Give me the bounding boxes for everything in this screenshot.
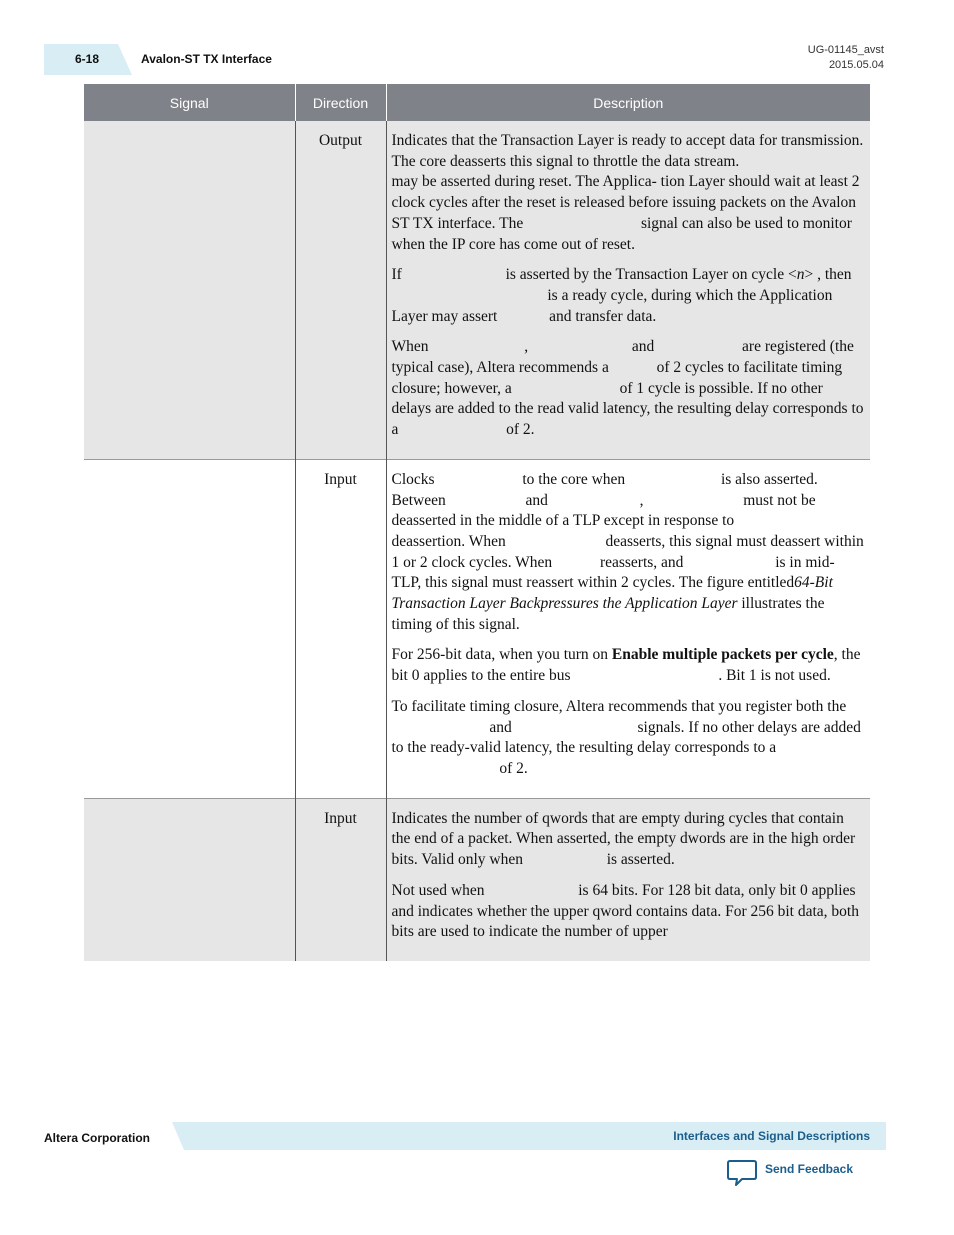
description-paragraph (392, 131, 865, 255)
section-title: Avalon-ST TX Interface (141, 52, 272, 66)
description-paragraph (392, 645, 865, 686)
text-run: of 2. (506, 421, 535, 439)
text-run: are registered (the typical case), Altera recommends a (391, 338, 854, 377)
direction-cell: Input (295, 798, 386, 961)
table-row (84, 798, 870, 961)
doc-date: 2015.05.04 (828, 59, 884, 71)
text-run: Clocks (391, 470, 435, 488)
description-paragraph (392, 881, 865, 943)
text-run: For 256-bit data, when you turn on (391, 646, 609, 664)
description-paragraph (392, 697, 865, 780)
text-run: < (787, 266, 797, 284)
text-run: is 64 bits. For 128 bit data, only bit 0 applies and indicates whether the upper qword contains data. For 256 bit data, both bits are used to indicate the number of upper (391, 881, 859, 941)
text-run: , the bit 0 applies to the entire bus (391, 646, 861, 685)
description-paragraph (392, 265, 865, 327)
text-run: Indicates that the Transaction Layer is ready to accept data for transmission. The core deasserts this signal to throttle the data stream. (391, 132, 864, 170)
description-paragraph (392, 337, 865, 441)
text-run: , (639, 491, 644, 509)
column-header-description: Description (386, 84, 870, 121)
description-paragraph (392, 809, 865, 871)
text-run: and transfer data. (549, 307, 657, 325)
text-run: and (489, 718, 512, 736)
page-number: 6-18 (75, 52, 100, 66)
description-cell (386, 121, 870, 459)
text-run: If (391, 266, 402, 284)
footer-band (172, 1122, 886, 1150)
text-run: is asserted. (606, 851, 675, 869)
text-run: When (391, 338, 429, 356)
text-run: must not be deasserted in the middle of a TLP except in response to (391, 491, 816, 530)
text-run: is asserted by the Transaction Layer on cycle (505, 266, 785, 284)
text-run: signal can also be used to monitor when the IP core has come out of reset. (391, 214, 852, 253)
table-row (84, 121, 870, 459)
text-run: of 1 cycle is possible. If no other delays are added to the read valid latency, the resulting delay corresponds to a (391, 379, 864, 439)
text-run: and (525, 491, 548, 509)
text-run: and (631, 338, 655, 356)
text-run: > , then (804, 266, 852, 284)
table-header-row (84, 84, 870, 121)
text-run: of 2 cycles to facilitate timing closure; however, a (391, 359, 843, 397)
description-cell (386, 459, 870, 798)
text-run: Indicates the number of qwords that are empty during cycles that contain the end of a packet. When asserted, the empty dwords are in the high order bits. Valid only when (391, 809, 856, 869)
text-run-italic: 64-Bit Transaction Layer Backpressures the Application Layer (391, 574, 833, 613)
direction-cell: Output (295, 121, 386, 459)
signal-table (84, 84, 870, 961)
company-name: Altera Corporation (44, 1131, 151, 1145)
direction-cell: Input (295, 459, 386, 798)
description-cell (386, 798, 870, 961)
text-run: , (524, 338, 529, 356)
text-run: illustrates the timing of this signal. (391, 595, 825, 633)
text-run: deasserts, this signal must deassert within 1 or 2 clock cycles. When (391, 532, 864, 571)
text-run: is in mid-TLP, this signal must reassert within 2 cycles. The figure entitled (391, 553, 835, 592)
send-feedback-label[interactable]: Send Feedback (765, 1162, 854, 1176)
speech-bubble-icon (727, 1159, 757, 1187)
document-id (808, 43, 884, 73)
text-run: signals. If no other delays are added to the ready-valid latency, the resulting delay corresponds to a (391, 718, 861, 757)
signal-cell (84, 459, 295, 798)
signal-cell (84, 798, 295, 961)
text-run: To facilitate timing closure, Altera recommends that you register both the (391, 697, 847, 715)
doc-id-text: UG-01145_avst (807, 44, 884, 56)
table-row (84, 459, 870, 798)
text-run: is a ready cycle, during which the Application Layer may assert (391, 286, 833, 325)
text-run-bold: Enable multiple packets per cycle (611, 646, 834, 664)
chapter-title-link[interactable]: Interfaces and Signal Descriptions (673, 1129, 870, 1143)
text-run: reasserts, and (599, 553, 684, 571)
text-run: deassertion. When (391, 532, 506, 550)
column-header-direction: Direction (295, 84, 386, 121)
text-run: to the core when (522, 470, 626, 488)
description-paragraph (392, 470, 865, 636)
text-run: may be asserted during reset. The Applica- tion Layer should wait at least 2 clock cycles after the reset is released before issuing packets on the Avalon ST TX interface. The (391, 173, 860, 232)
text-run: . Bit 1 is not used. (718, 667, 831, 685)
text-run: is also asserted. Between (391, 470, 818, 509)
column-header-signal: Signal (84, 84, 295, 121)
text-run: of 2. (499, 759, 528, 777)
page-number-tab (44, 44, 132, 75)
signal-cell (84, 121, 295, 459)
text-run: Not used when (391, 881, 485, 899)
text-run-italic: n (796, 266, 805, 284)
